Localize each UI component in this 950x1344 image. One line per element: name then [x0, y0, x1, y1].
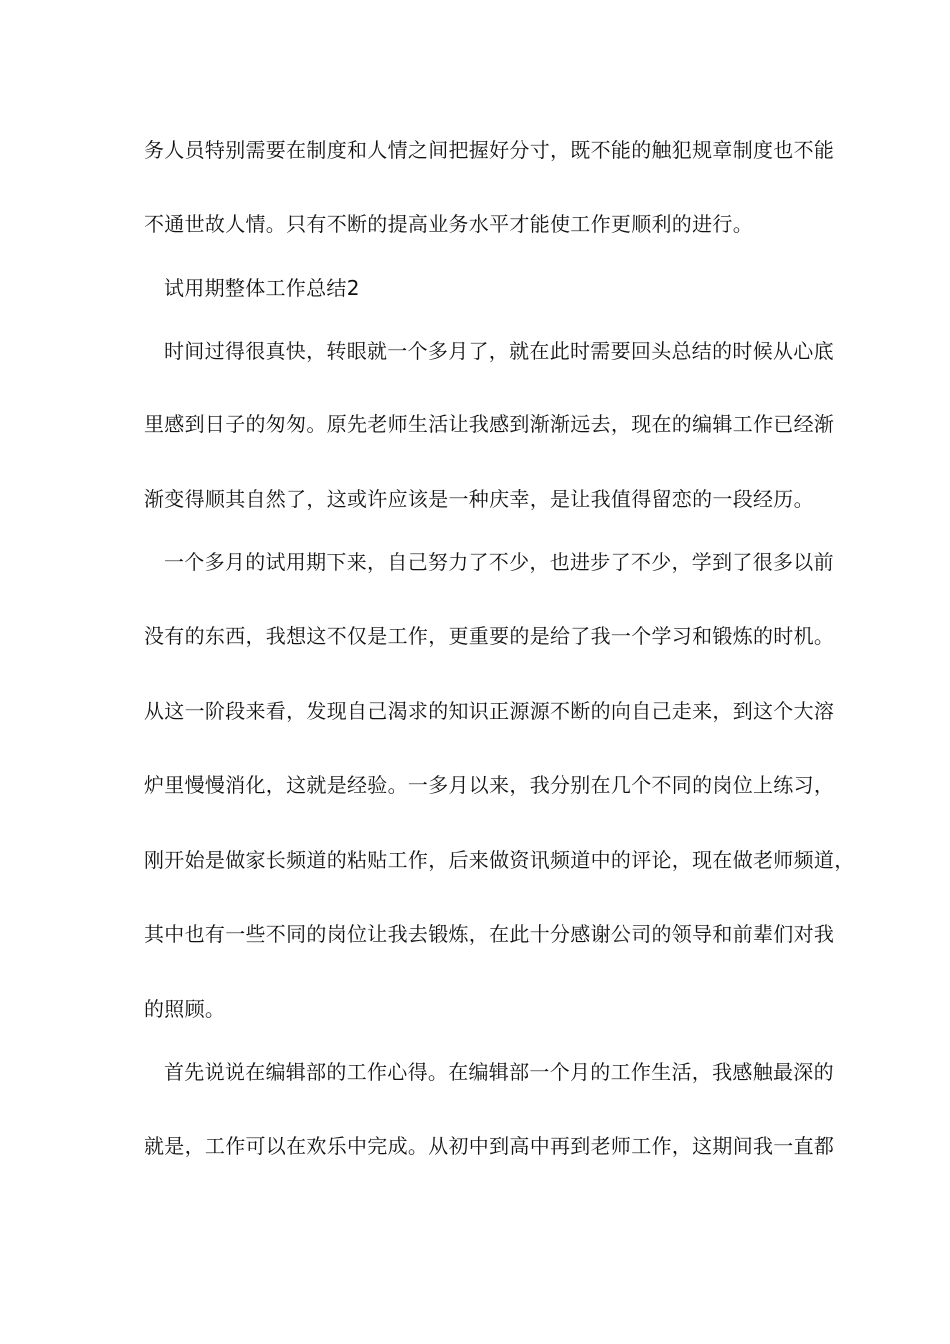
paragraph-line: 炉里慢慢消化，这就是经验。一多月以来，我分别在几个不同的岗位上练习，	[144, 773, 835, 797]
paragraph-line: 从这一阶段来看，发现自己渴求的知识正源源不断的向自己走来，到这个大溶	[144, 699, 835, 723]
paragraph-line: 的照顾。	[144, 997, 226, 1021]
paragraph-line: 不通世故人情。只有不断的提高业务水平才能使工作更顺利的进行。	[144, 212, 753, 236]
paragraph-line: 一个多月的试用期下来，自己努力了不少，也进步了不少，学到了很多以前	[164, 550, 834, 574]
paragraph-line: 没有的东西，我想这不仅是工作，更重要的是给了我一个学习和锻炼的时机。	[144, 624, 835, 648]
section-heading: 试用期整体工作总结2	[164, 276, 360, 300]
paragraph-line: 首先说说在编辑部的工作心得。在编辑部一个月的工作生活，我感触最深的	[164, 1060, 834, 1084]
paragraph-line: 渐变得顺其自然了，这或许应该是一种庆幸，是让我值得留恋的一段经历。	[144, 487, 814, 511]
paragraph-line: 务人员特别需要在制度和人情之间把握好分寸，既不能的触犯规章制度也不能	[144, 138, 835, 162]
paragraph-line: 其中也有一些不同的岗位让我去锻炼，在此十分感谢公司的领导和前辈们对我	[144, 922, 835, 946]
paragraph-line: 时间过得很真快，转眼就一个多月了，就在此时需要回头总结的时候从心底	[164, 339, 834, 363]
paragraph-line: 里感到日子的匆匆。原先老师生活让我感到渐渐远去，现在的编辑工作已经渐	[144, 412, 835, 436]
paragraph-line: 刚开始是做家长频道的粘贴工作，后来做资讯频道中的评论，现在做老师频道，	[144, 848, 855, 872]
paragraph-line: 就是，工作可以在欢乐中完成。从初中到高中再到老师工作，这期间我一直都	[144, 1134, 835, 1158]
